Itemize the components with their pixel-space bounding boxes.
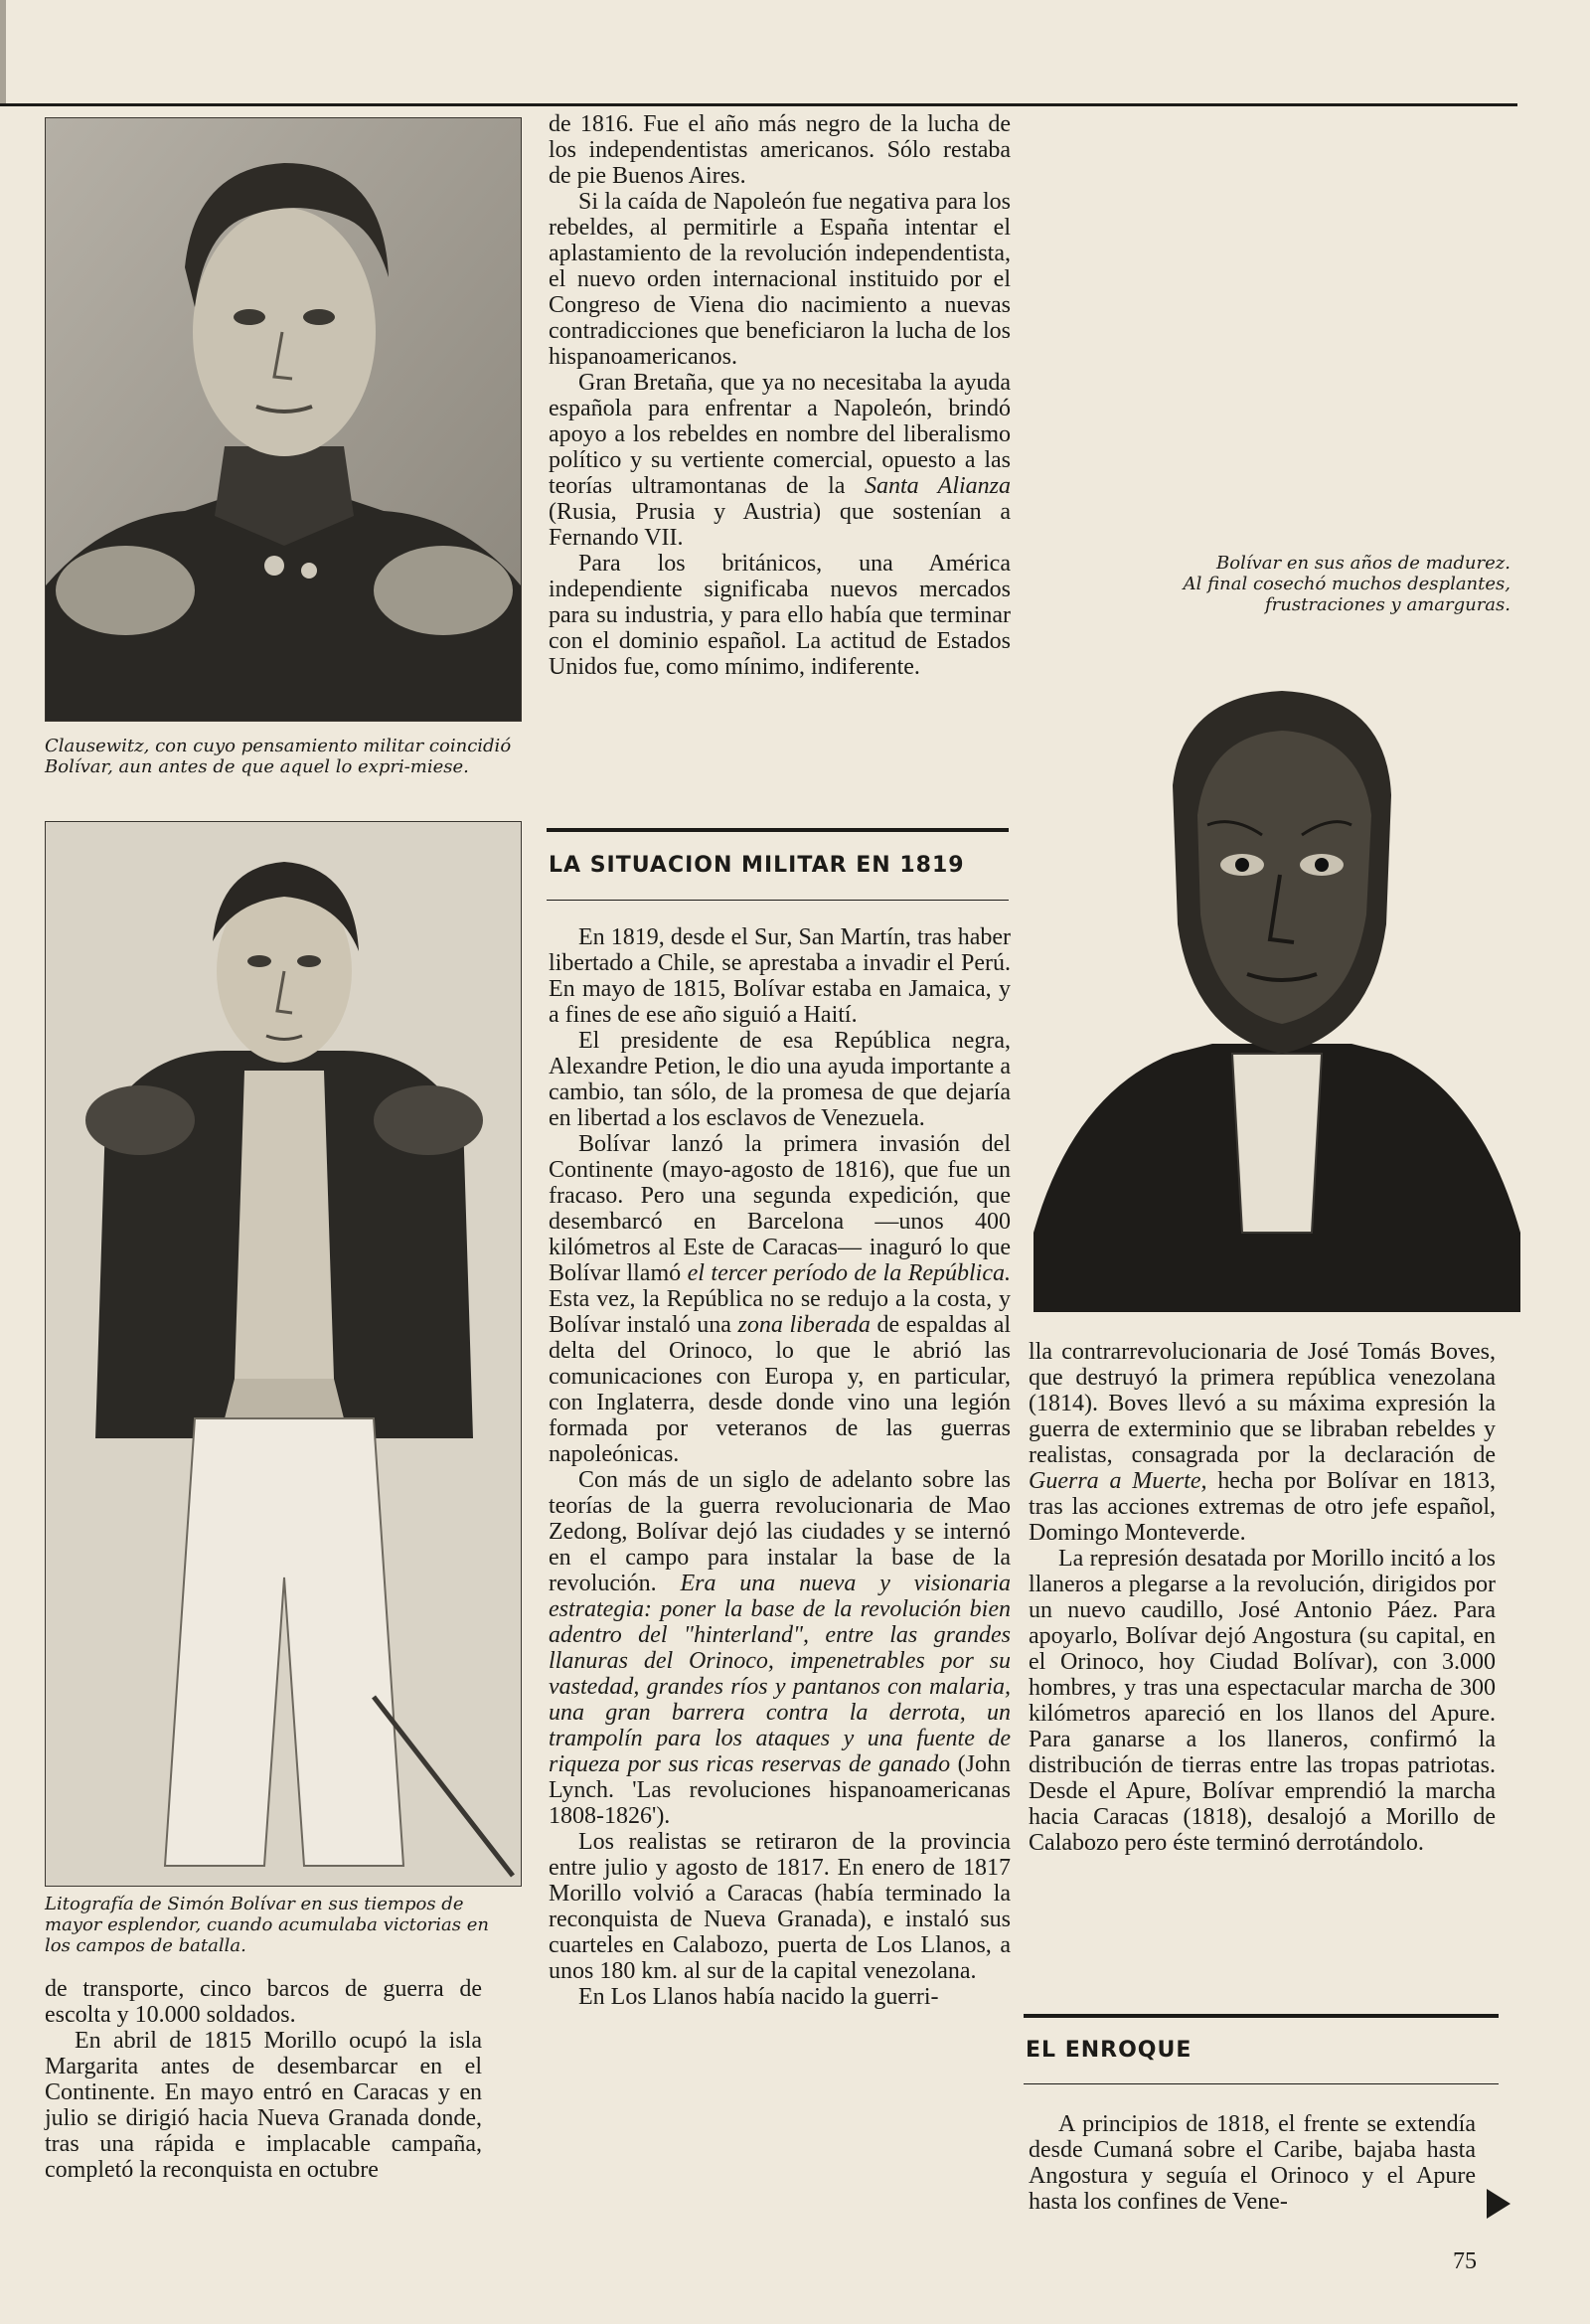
page-edge (0, 0, 6, 103)
bolivar-uniform-illustration (46, 822, 521, 1886)
paragraph: A principios de 1818, el frente se extendía desde Cumaná sobre el Caribe, bajaba hasta Angostura y seguía el Orinoco y el Apure hasta los confines de Vene- (1029, 2111, 1476, 2215)
paragraph: Gran Bretaña, que ya no necesitaba la ayuda española para enfrentar a Napoleón, brindó apoyo a los rebeldes en nombre del liberalismo político y su vertiente comercial, opuesto a las teorías ultramontanas de la Santa Alianza (Rusia, Prusia y Austria) que sostenían a Fernando VII. (549, 370, 1012, 551)
left-column-text (45, 1976, 482, 2183)
section-rule-thin (547, 900, 1009, 901)
paragraph: de transporte, cinco barcos de guerra de escolta y 10.000 soldados. (45, 1976, 482, 2028)
paragraph: En abril de 1815 Morillo ocupó la isla Margarita antes de desembarcar en el Continente. En mayo entró en Caracas y en julio se dirigió hacia Nueva Granada donde, tras una rápida e implacable campaña, completó la reconquista en octubre (45, 2028, 482, 2183)
section-rule-thin (1024, 2083, 1499, 2084)
paragraph: Los realistas se retiraron de la provincia entre julio y agosto de 1817. En enero de 1817 Morillo volvió a Caracas (había terminado la reconquista de Nueva Granada), e instaló sus cuarteles en Calabozo, puerta de Los Llanos, a unos 180 km. al sur de la capital venezolana. (549, 1829, 1011, 1984)
bolivar-old-illustration (1034, 676, 1520, 1312)
paragraph: Bolívar lanzó la primera invasión del Continente (mayo-agosto de 1816), que fue un fracaso. Pero una segunda expedición, que desembarcó en Barcelona —unos 400 kilómetros al Este de Caracas— inaguró lo que Bolívar llamó el tercer período de la República. Esta vez, la República no se redujo a la costa, y Bolívar instaló una zona liberada de espaldas al delta del Orinoco, lo que le abrió las comunicaciones con Europa y, en particular, con Inglaterra, desde donde vino una legión formada por veteranos de las guerras napoleónicas. (549, 1131, 1012, 1467)
section-rule (1024, 2014, 1499, 2018)
paragraph: Si la caída de Napoleón fue negativa para los rebeldes, al permitirle a España intentar el aplastamiento de la revolución independentista, el nuevo orden internacional instituido por el Congreso de Viena dio nacimiento a nuevas contradicciones que beneficiaron la lucha de los hispanoamericanos. (549, 189, 1011, 370)
right-column-text (1029, 1339, 1496, 1856)
paragraph: de 1816. Fue el año más negro de la lucha de los independentistas americanos. Sólo restaba de pie Buenos Aires. (549, 111, 1011, 189)
clausewitz-portrait (45, 117, 522, 722)
bolivar-old-portrait (1034, 676, 1520, 1312)
section-rule (547, 828, 1009, 832)
paragraph: El presidente de esa República negra, Alexandre Petion, le dio una ayuda importante a cambio, tan sólo, de la promesa de que dejaría en libertad a los esclavos de Venezuela. (549, 1028, 1011, 1131)
bolivar-litho-caption: Litografía de Simón Bolívar en sus tiempos de mayor esplendor, cuando acumulaba victorias en los campos de batalla. (45, 1894, 489, 1956)
bolivar-lithograph (45, 821, 522, 1887)
continue-arrow-icon (1487, 2189, 1510, 2219)
bolivar-old-caption: Bolívar en sus años de madurez. Al final cosechó muchos desplantes, frustraciones y amarguras. (1183, 553, 1510, 615)
section-heading-situacion: LA SITUACION MILITAR EN 1819 (549, 853, 965, 878)
page-number: 75 (1453, 2248, 1477, 2274)
paragraph: En 1819, desde el Sur, San Martín, tras haber libertado a Chile, se aprestaba a invadir el Perú. En mayo de 1815, Bolívar estaba en Jamaica, y a fines de ese año siguió a Haití. (549, 924, 1011, 1028)
paragraph: lla contrarrevolucionaria de José Tomás Boves, que destruyó la primera república venezolana (1814). Boves llevó a su máxima expresión la guerra de exterminio que se libraban rebeldes y realistas, consagrada por la declaración de Guerra a Muerte, hecha por Bolívar en 1813, tras las acciones extremas de otro jefe español, Domingo Monteverde. (1029, 1339, 1497, 1546)
paragraph: La represión desatada por Morillo incitó a los llaneros a plegarse a la revolución, dirigidos por un nuevo caudillo, José Antonio Páez. Para apoyarlo, Bolívar dejó Angostura (su capital, en el Orinoco, hoy Ciudad Bolívar), con 3.000 hombres, y tras una espectacular marcha de 300 kilómetros apareció en los llanos del Apure. Para ganarse a los llaneros, confirmó la distribución de tierras entre las tropas patriotas. Desde el Apure, Bolívar emprendió la marcha hacia Caracas (1818), desalojó a Morillo de Calabozo pero éste terminó derrotándolo. (1029, 1546, 1496, 1856)
section-heading-enroque: EL ENROQUE (1026, 2038, 1192, 2063)
clausewitz-caption: Clausewitz, con cuyo pensamiento militar coincidió Bolívar, aun antes de que aquel lo expri-miese. (45, 736, 512, 777)
paragraph: Con más de un siglo de adelanto sobre las teorías de la guerra revolucionaria de Mao Zedong, Bolívar dejó las ciudades y se internó en el campo para instalar la base de la revolución. Era una nueva y visionaria estrategia: poner la base de la revolución bien adentro del "hinterland", entre las grandes llanuras del Orinoco, impenetrables por su vastedad, grandes ríos y pantanos con malaria, una gran barrera contra la derrota, un trampolín para los ataques y una fuente de riqueza por sus ricas reservas de ganado (John Lynch. 'Las revoluciones hispanoamericanas 1808-1826'). (549, 1467, 1011, 1829)
right-column-enroque-text (1029, 2111, 1476, 2215)
paragraph: En Los Llanos había nacido la guerri- (578, 1984, 939, 2010)
middle-column-lower (549, 924, 1011, 2010)
paragraph: Para los británicos, una América independiente significaba nuevos mercados para su industria, y para ello había que terminar con el dominio español. La actitud de Estados Unidos fue, como mínimo, indiferente. (549, 551, 1011, 680)
middle-column-upper (549, 111, 1011, 680)
top-rule (0, 103, 1517, 106)
clausewitz-illustration (46, 118, 521, 721)
